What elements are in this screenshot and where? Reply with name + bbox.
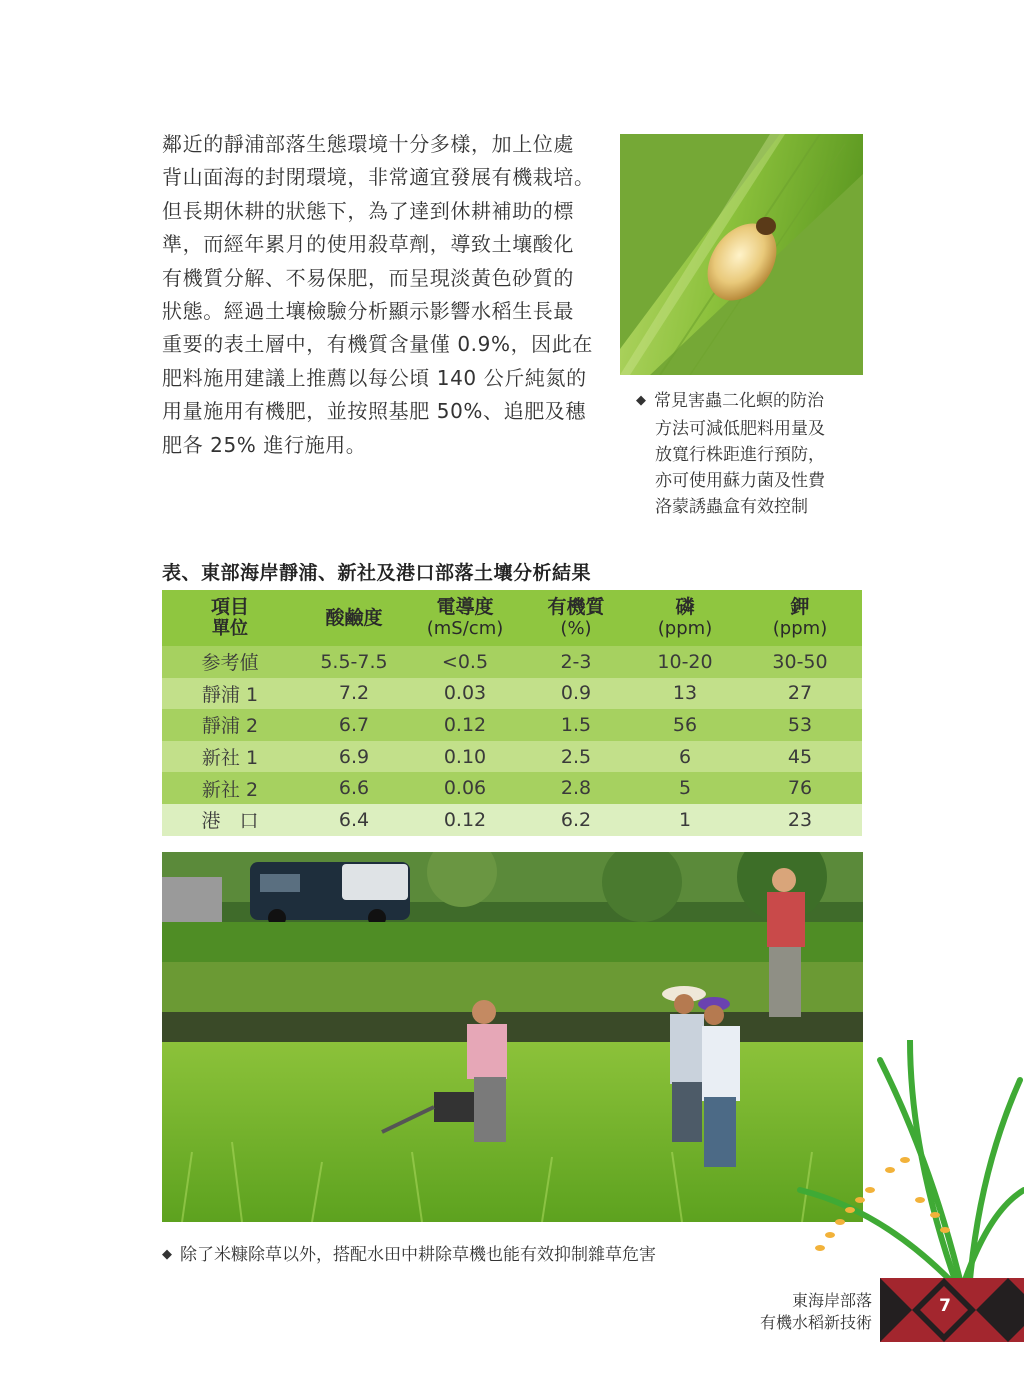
table-row (162, 804, 862, 836)
intro-line: 狀態。經過土壤檢驗分析顯示影響水稻生長最 (162, 299, 574, 324)
table-cell: 10-20 (632, 646, 738, 678)
table-cell: 1 (632, 804, 738, 836)
table-cell: 6.9 (298, 741, 410, 773)
pest-caption-line: 方法可減低肥料用量及 (655, 419, 825, 439)
table-cell: 5.5-7.5 (298, 646, 410, 678)
table-cell: 港 口 (162, 804, 298, 836)
intro-line: 有機質分解、不易保肥，而呈現淡黃色砂質的 (162, 265, 574, 290)
table-cell: 13 (632, 678, 738, 710)
field-weeding-photo (162, 852, 863, 1222)
diamond-bullet-icon: ◆ (162, 1247, 172, 1262)
table-cell: 2.5 (520, 741, 632, 773)
table-cell: 0.12 (410, 804, 520, 836)
table-row (162, 678, 862, 710)
intro-line: 重要的表土層中，有機質含量僅 0.9%，因此在 (162, 332, 593, 357)
field-caption (162, 1240, 656, 1265)
field-caption-text: 除了米糠除草以外，搭配水田中耕除草機也能有效抑制雜草危害 (180, 1245, 656, 1265)
soil-analysis-table (162, 590, 862, 836)
intro-line: 背山面海的封閉環境，非常適宜發展有機栽培。 (162, 165, 595, 190)
table-header-cell: 項目 單位 (162, 590, 298, 646)
table-cell: 0.9 (520, 678, 632, 710)
pest-photo-image (620, 134, 863, 375)
table-cell: 56 (632, 709, 738, 741)
table-cell: 76 (738, 772, 862, 804)
table-cell: 6.2 (520, 804, 632, 836)
table-cell: 1.5 (520, 709, 632, 741)
table-cell: 6.4 (298, 804, 410, 836)
table-cell: 0.10 (410, 741, 520, 773)
pest-photo (620, 134, 863, 375)
table-cell: 2.8 (520, 772, 632, 804)
table-row (162, 741, 862, 773)
footer-book-title (760, 1290, 872, 1334)
table-cell: 45 (738, 741, 862, 773)
table-header-row (162, 590, 862, 646)
table-cell: 23 (738, 804, 862, 836)
intro-line: 鄰近的靜浦部落生態環境十分多樣，加上位處 (162, 132, 574, 156)
table-cell: 7.2 (298, 678, 410, 710)
table-cell: <0.5 (410, 646, 520, 678)
table-header-cell: 鉀 (ppm) (738, 590, 862, 646)
table-cell: 30-50 (738, 646, 862, 678)
table-title: 表、東部海岸靜浦、新社及港口部落土壤分析結果 (162, 562, 592, 584)
intro-paragraph (162, 128, 600, 462)
intro-line: 用量施用有機肥，並按照基肥 50%、追肥及穗 (162, 399, 587, 424)
table-cell: 2-3 (520, 646, 632, 678)
table-row (162, 772, 862, 804)
field-photo-image (162, 852, 863, 1222)
table-cell: 53 (738, 709, 862, 741)
table-cell: 0.06 (410, 772, 520, 804)
table-header-cell: 磷 (ppm) (632, 590, 738, 646)
pest-caption (636, 388, 866, 520)
footer-line: 東海岸部落 (791, 1291, 872, 1310)
table-header-cell: 酸鹼度 (298, 590, 410, 646)
pest-caption-line: 放寬行株距進行預防， (655, 445, 825, 465)
intro-line: 肥各 25% 進行施用。 (162, 432, 367, 457)
intro-line: 但長期休耕的狀態下，為了達到休耕補助的標 (162, 198, 574, 223)
intro-line: 肥料施用建議上推薦以每公頃 140 公斤純氮的 (162, 365, 587, 390)
footer-line: 有機水稻新技術 (759, 1313, 872, 1332)
table-cell: 0.12 (410, 709, 520, 741)
pest-caption-line: 亦可使用蘇力菌及性費 (655, 471, 825, 491)
table-cell: 6.6 (298, 772, 410, 804)
rice-plant-icon (760, 1040, 1024, 1280)
table-cell: 靜浦 2 (162, 709, 298, 741)
table-cell: 27 (738, 678, 862, 710)
table-cell: 靜浦 1 (162, 678, 298, 710)
table-cell: 5 (632, 772, 738, 804)
intro-line: 準，而經年累月的使用殺草劑，導致土壤酸化 (162, 232, 574, 257)
table-cell: 新社 2 (162, 772, 298, 804)
table-header-cell: 電導度 (mS/cm) (410, 590, 520, 646)
table-cell: 0.03 (410, 678, 520, 710)
table-cell: 6 (632, 741, 738, 773)
table-cell: 6.7 (298, 709, 410, 741)
pest-caption-line: 洛蒙誘蟲盒有效控制 (655, 497, 808, 517)
pest-caption-line: 常見害蟲二化螟的防治 (654, 391, 824, 411)
table-row (162, 709, 862, 741)
diamond-bullet-icon: ◆ (636, 393, 646, 408)
table-row (162, 646, 862, 678)
table-header-cell: 有機質 (%) (520, 590, 632, 646)
table-cell: 新社 1 (162, 741, 298, 773)
page-number: 7 (939, 1296, 951, 1316)
table-cell: 参考値 (162, 646, 298, 678)
